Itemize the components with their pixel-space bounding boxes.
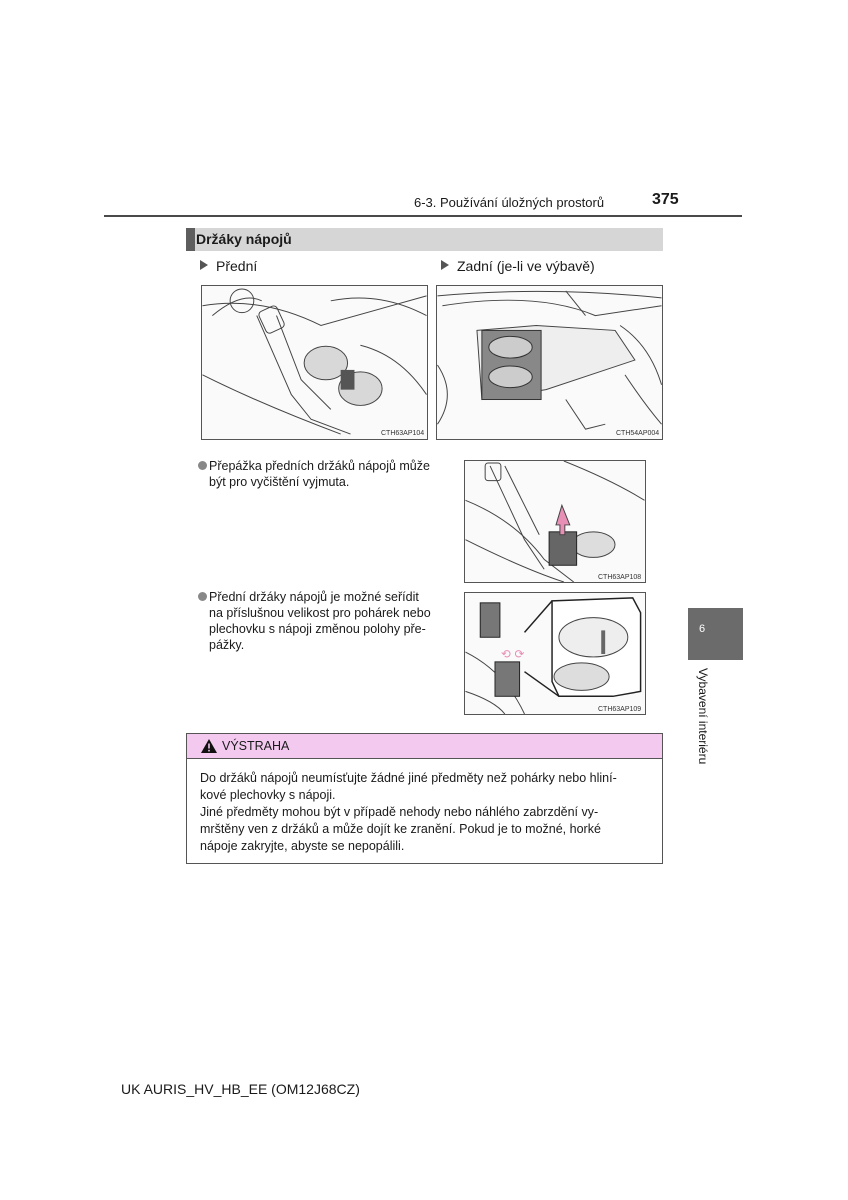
bullet-adjust-size: Přední držáky nápojů je možné seřídit na příslušnou velikost pro pohárek nebo plechovku s nápoji změnou polohy pře- pážky.	[198, 589, 453, 653]
divider-position-illustration	[465, 593, 645, 714]
running-header-section: 6-3. Používání úložných prostorů	[414, 195, 605, 210]
rear-cup-holder-illustration	[437, 286, 662, 439]
section-title: Držáky nápojů	[196, 231, 292, 247]
bullet-dot-icon	[198, 592, 207, 601]
figure-divider-removal	[464, 460, 646, 583]
figure-code: CTH54AP004	[616, 430, 660, 437]
triangle-bullet-icon	[441, 260, 449, 270]
front-cup-holder-illustration	[202, 286, 427, 439]
warning-triangle-icon	[200, 738, 218, 754]
figure-divider-position	[464, 592, 646, 715]
bullet-dot-icon	[198, 461, 207, 470]
figure-code: CTH63AP108	[598, 574, 642, 581]
header-rule	[104, 215, 742, 217]
subtitle-rear: Zadní (je-li ve výbavě)	[441, 258, 595, 274]
chapter-tab-number: 6	[699, 623, 706, 635]
footer-document-code: UK AURIS_HV_HB_EE (OM12J68CZ)	[121, 1081, 360, 1097]
warning-text: Do držáků nápojů neumísťujte žádné jiné předměty než pohárky nebo hliní- kové plechovky s nápoji. Jiné předměty mohou být v případě nehody nebo náhlého zabrzdění vy- mrštěny ven z držáků a může dojít ke zranění. Pokud je to možné, horké nápoje zakryjte, abyste se nepopálili.	[200, 771, 617, 853]
figure-code: CTH63AP109	[598, 706, 642, 713]
bullet-divider-removable: Přepážka předních držáků nápojů může být pro vyčištění vyjmuta.	[198, 458, 453, 490]
svg-text:⟲ ⟳: ⟲ ⟳	[500, 646, 525, 661]
figure-front-cup-holders	[201, 285, 428, 440]
subtitle-front: Přední	[200, 258, 257, 274]
figure-code: CTH63AP104	[381, 430, 425, 437]
page-number: 375	[652, 191, 679, 208]
warning-title: VÝSTRAHA	[222, 739, 290, 753]
chapter-tab	[688, 608, 743, 660]
chapter-tab-label: Vybavení interiéru	[696, 668, 710, 765]
triangle-bullet-icon	[200, 260, 208, 270]
divider-removal-illustration	[465, 461, 645, 582]
figure-rear-cup-holders	[436, 285, 663, 440]
